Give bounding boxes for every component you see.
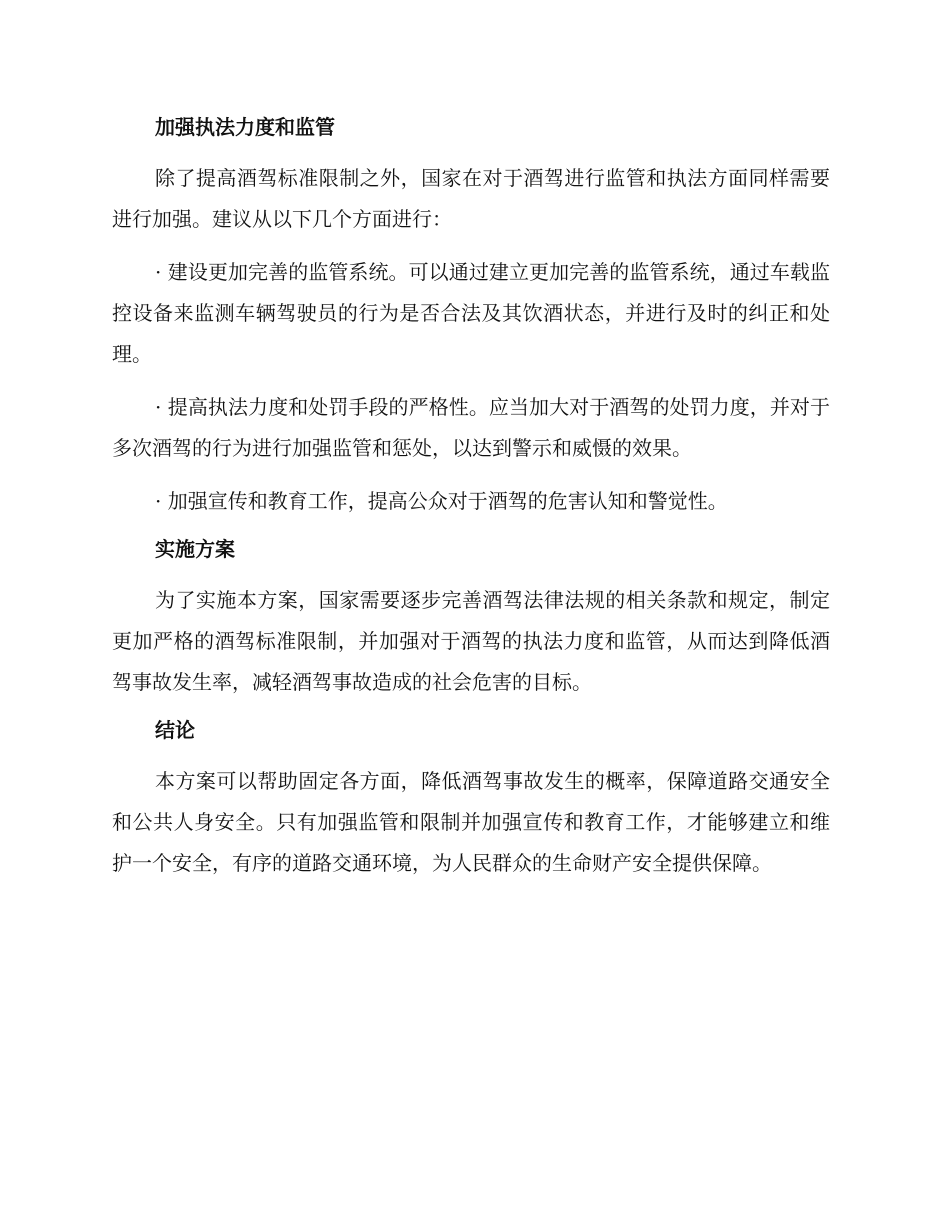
section-implementation	[112, 534, 830, 703]
paragraph: 为了实施本方案，国家需要逐步完善酒驾法律法规的相关条款和规定，制定更加严格的酒驾标准限制，并加强对于酒驾的执法力度和监管，从而达到降低酒驾事故发生率，减轻酒驾事故造成的社会危害的目标。	[112, 588, 830, 694]
section-heading: 加强执法力度和监管	[155, 115, 335, 139]
section-enforcement	[112, 112, 830, 522]
section-heading: 结论	[155, 718, 195, 742]
bullet-item: · 建设更加完善的监管系统。可以通过建立更加完善的监管系统，通过车载监控设备来监测车辆驾驶员的行为是否合法及其饮酒状态，并进行及时的纠正和处理。	[112, 260, 830, 366]
paragraph: 除了提高酒驾标准限制之外，国家在对于酒驾进行监管和执法方面同样需要进行加强。建议从以下几个方面进行：	[112, 166, 830, 231]
paragraph: 本方案可以帮助固定各方面，降低酒驾事故发生的概率，保障道路交通安全和公共人身安全。只有加强监管和限制并加强宣传和教育工作，才能够建立和维护一个安全，有序的道路交通环境，为人民群众的生命财产安全提供保障。	[112, 769, 830, 875]
bullet-item: · 加强宣传和教育工作，提高公众对于酒驾的危害认知和警觉性。	[155, 489, 728, 513]
bullet-item: · 提高执法力度和处罚手段的严格性。应当加大对于酒驾的处罚力度，并对于多次酒驾的行为进行加强监管和惩处，以达到警示和威慑的效果。	[112, 395, 830, 460]
section-conclusion	[112, 715, 830, 884]
section-heading: 实施方案	[155, 537, 235, 561]
